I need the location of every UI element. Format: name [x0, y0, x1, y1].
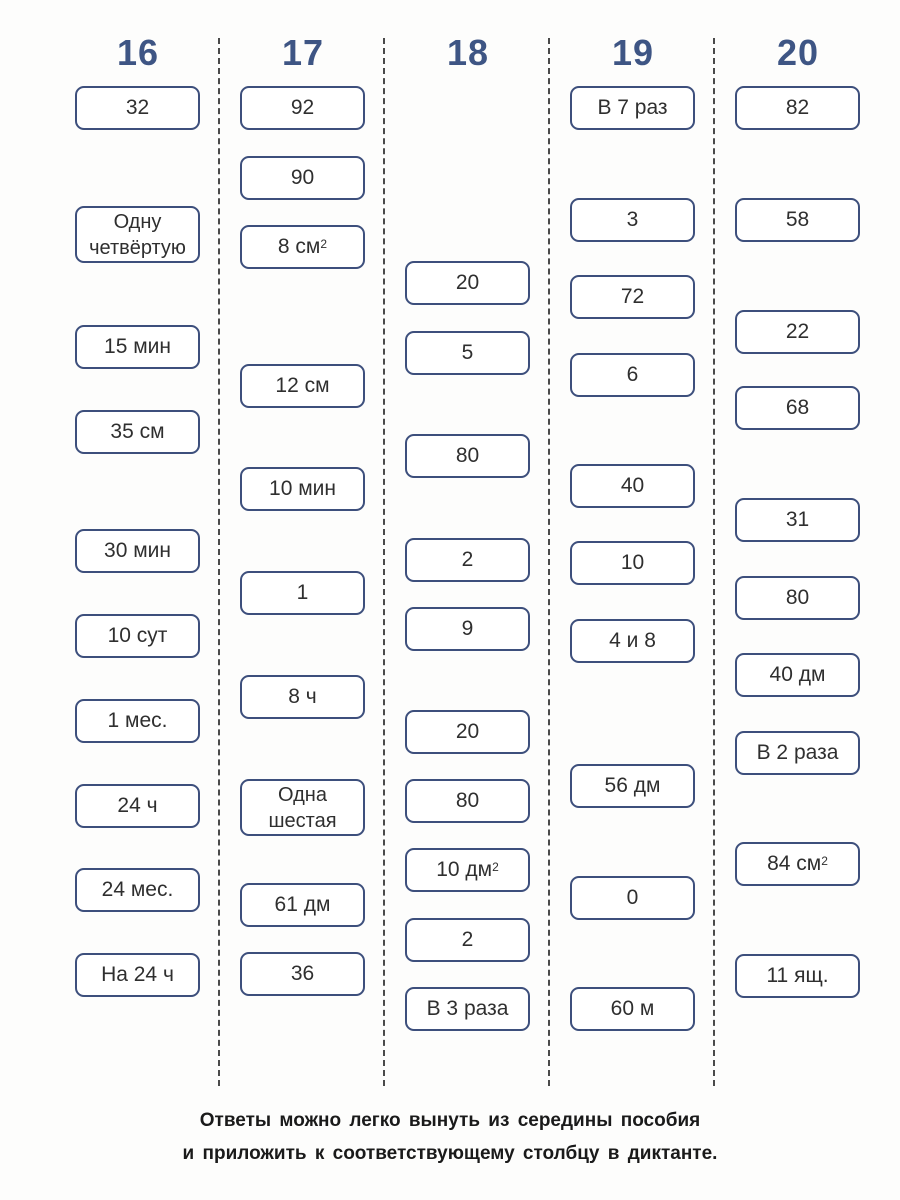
answer-superscript: 2 [821, 854, 828, 868]
answer-card [405, 607, 530, 651]
answer-text: 8 ч [288, 685, 317, 708]
answer-card [75, 410, 200, 454]
answer-text: 40 [620, 474, 645, 497]
answer-card [570, 764, 695, 808]
answer-text: 80 [455, 444, 480, 467]
column-number: 19 [611, 32, 655, 73]
answer-text: 10 мин [269, 477, 336, 500]
answer-card [570, 464, 695, 508]
answer-column-18 [386, 0, 550, 1090]
answer-card [735, 842, 860, 886]
answer-text: 1 [296, 581, 309, 604]
answer-text: 5 [461, 341, 474, 364]
answer-text: 8 см [277, 235, 321, 258]
answer-text: 31 [785, 508, 810, 531]
answer-card [735, 653, 860, 697]
column-number: 20 [776, 32, 820, 73]
column-number: 16 [116, 32, 160, 73]
answer-text: 36 [290, 962, 315, 985]
cut-line-divider [548, 38, 550, 1086]
answer-card [570, 275, 695, 319]
answer-card [735, 386, 860, 430]
answer-card [405, 261, 530, 305]
answer-card [75, 206, 200, 263]
answer-text: 10 дм [436, 858, 493, 881]
answer-card [240, 883, 365, 927]
answer-text: 0 [626, 886, 639, 909]
answer-card [240, 952, 365, 996]
answer-text: 4 и 8 [609, 629, 656, 652]
answer-card [405, 710, 530, 754]
answer-card [735, 576, 860, 620]
answer-text: 6 [626, 363, 639, 386]
answer-card [240, 467, 365, 511]
answer-card [570, 541, 695, 585]
answer-card [405, 434, 530, 478]
answer-text: 90 [290, 166, 315, 189]
answer-text: 68 [785, 396, 810, 419]
cut-line-divider [383, 38, 385, 1086]
answer-card [75, 784, 200, 828]
answer-text: 24 мес. [101, 878, 174, 901]
answer-text: 35 см [110, 420, 165, 443]
answer-card [570, 86, 695, 130]
answer-text: 58 [785, 208, 810, 231]
answer-text: 3 [626, 208, 639, 231]
answer-text: 84 см [767, 852, 822, 875]
answer-text: 20 [455, 720, 480, 743]
answer-superscript: 2 [320, 237, 328, 251]
answer-text: 1 мес. [107, 709, 168, 732]
answer-column-16 [56, 0, 220, 1090]
answer-card [570, 198, 695, 242]
answer-text: 2 [461, 548, 474, 571]
answer-column-17 [221, 0, 385, 1090]
answer-card [75, 86, 200, 130]
answer-card [405, 538, 530, 582]
answer-card [75, 953, 200, 997]
answer-text: 80 [785, 586, 810, 609]
answer-text: 56 дм [604, 774, 661, 797]
answer-card [75, 699, 200, 743]
answer-text: 30 мин [104, 539, 171, 562]
cut-line-divider [218, 38, 220, 1086]
answer-text: На 24 ч [101, 963, 174, 986]
answer-text: 9 [461, 617, 474, 640]
answer-card [405, 779, 530, 823]
answer-card [405, 987, 530, 1031]
answer-card [75, 614, 200, 658]
answer-card [75, 529, 200, 573]
footer-note [0, 1104, 900, 1170]
answer-column-19 [551, 0, 715, 1090]
answer-text: 10 [620, 551, 645, 574]
answer-text: 32 [125, 96, 150, 119]
answer-text: Одна шестая [268, 783, 337, 832]
column-number: 18 [446, 32, 490, 73]
answer-text: 22 [785, 320, 810, 343]
answer-card [570, 353, 695, 397]
answer-card [735, 731, 860, 775]
answer-card [735, 954, 860, 998]
answer-card [405, 331, 530, 375]
answer-card [240, 675, 365, 719]
answer-text: 15 мин [104, 335, 171, 358]
answer-card [240, 571, 365, 615]
answer-card [240, 156, 365, 200]
answer-text: 61 дм [274, 893, 331, 916]
answer-card [735, 498, 860, 542]
answer-card [75, 325, 200, 369]
answer-text: В 2 раза [756, 741, 839, 764]
answer-column-20 [716, 0, 880, 1090]
answer-text: 20 [455, 271, 480, 294]
answer-text: 80 [455, 789, 480, 812]
answer-text: В 3 раза [426, 997, 509, 1020]
answer-text: В 7 раз [597, 96, 668, 119]
answer-card [570, 619, 695, 663]
column-number: 17 [281, 32, 325, 73]
answer-card [240, 364, 365, 408]
answer-card [75, 868, 200, 912]
answer-card [240, 225, 365, 269]
answer-text: 10 сут [107, 624, 168, 647]
answer-card [735, 198, 860, 242]
answer-text: Одну четвёртую [89, 210, 186, 259]
answer-text: 2 [461, 928, 474, 951]
answer-card [735, 86, 860, 130]
answer-card [405, 918, 530, 962]
answer-card [570, 987, 695, 1031]
answer-card [240, 86, 365, 130]
footer-line-1: Ответы можно легко вынуть из середины пособия [199, 1110, 701, 1131]
answer-text: 40 дм [769, 663, 826, 686]
cut-line-divider [713, 38, 715, 1086]
answer-text: 24 ч [117, 794, 158, 817]
footer-line-2: и приложить к соответствующему столбцу в диктанте. [182, 1143, 718, 1164]
answer-card [405, 848, 530, 892]
answer-card [570, 876, 695, 920]
answer-text: 12 см [275, 374, 330, 397]
answer-card [735, 310, 860, 354]
answer-text: 82 [785, 96, 810, 119]
answer-text: 92 [290, 96, 315, 119]
answer-card [240, 779, 365, 836]
answer-superscript: 2 [492, 860, 499, 874]
answer-text: 11 ящ. [766, 964, 829, 987]
answer-text: 60 м [610, 997, 655, 1020]
answer-text: 72 [620, 285, 645, 308]
